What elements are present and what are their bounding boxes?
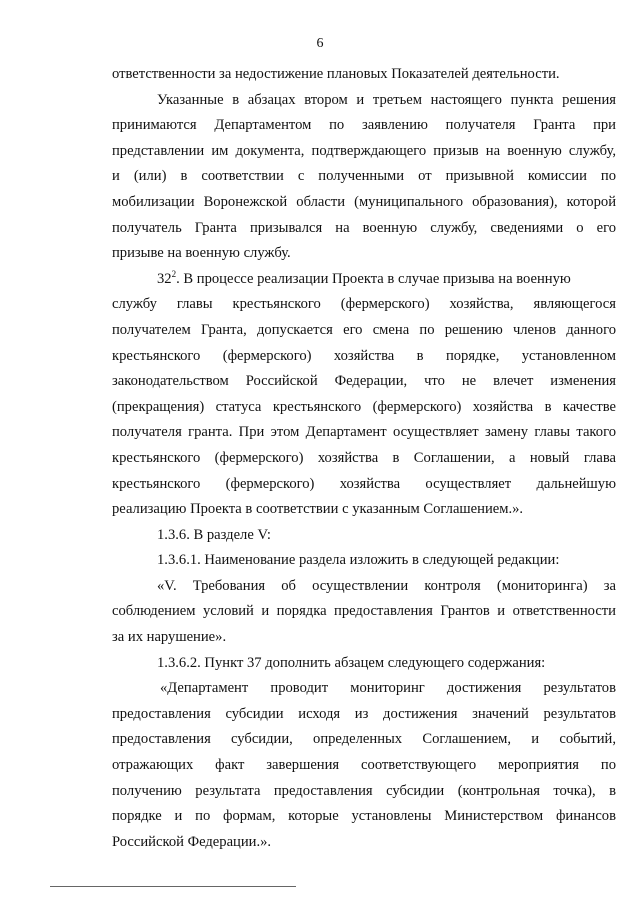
- text-line: «Департамент проводит мониторинг достижения результатов: [160, 680, 616, 697]
- text-line: Указанные в абзацах втором и третьем настоящего пункта решения: [157, 91, 616, 108]
- paragraph-number: 32: [157, 270, 172, 287]
- text-line: за их нарушение».: [112, 629, 227, 646]
- text-line: крестьянского (фермерского) хозяйства осуществляет дальнейшую: [112, 475, 616, 492]
- text-line: призыве на военную службу.: [112, 245, 291, 262]
- text-line: 1.3.6.2. Пункт 37 дополнить абзацем следующего содержания:: [157, 654, 546, 671]
- text-line: 1.3.6.1. Наименование раздела изложить в следующей редакции:: [157, 552, 560, 569]
- text-line: мобилизации Воронежской области (муниципального образования), которой: [112, 193, 616, 210]
- text-line: представлении им документа, подтверждающего призыв на военную службу,: [112, 142, 616, 159]
- text-line: крестьянского (фермерского) хозяйства в Соглашении, а новый глава: [112, 449, 616, 466]
- text-line: ответственности за недостижение плановых Показателей деятельности.: [112, 66, 560, 82]
- text-line: предоставления субсидии, определенных Соглашением, и событий,: [112, 731, 616, 748]
- text-line: «V. Требования об осуществлении контроля (мониторинга) за: [157, 577, 616, 594]
- text-line: получатель Гранта призывался на военную службу, сведениями о его: [112, 219, 616, 236]
- footer-divider: [50, 886, 296, 887]
- text-line: законодательством Российской Федерации, что не влечет изменения: [112, 373, 616, 390]
- document-body: [112, 62, 616, 855]
- text-line: порядке и по формам, которые установлены Министерством финансов: [112, 808, 616, 825]
- text-line: соблюдением условий и порядка предоставления Грантов и ответственности: [112, 603, 616, 620]
- text-line: и (или) в соответствии с полученными от призывной комиссии по: [112, 168, 616, 185]
- page-number: 6: [316, 36, 324, 51]
- text-line: Российской Федерации.».: [112, 833, 272, 850]
- text-line: 1.3.6. В разделе V:: [157, 526, 271, 543]
- text-line: принимаются Департаментом по заявлению получателя Гранта при: [112, 117, 616, 134]
- text-line-content: . В процессе реализации Проекта в случае призыва на военную: [176, 270, 571, 287]
- paragraph-number-superscript: 2: [171, 268, 177, 279]
- text-line: реализацию Проекта в соответствии с указанным Соглашением.».: [112, 501, 524, 518]
- text-line: получателя гранта. При этом Департамент осуществляет замену главы такого: [112, 424, 616, 441]
- text-line: службу главы крестьянского (фермерского) хозяйства, являющегося: [112, 296, 616, 313]
- text-line: получателем Гранта, допускается его смена по решению членов данного: [112, 321, 616, 338]
- text-line: [112, 267, 616, 293]
- text-line: крестьянского (фермерского) хозяйства в порядке, установленном: [112, 347, 616, 364]
- text-line: предоставления субсидии исходя из достижения значений результатов: [112, 705, 616, 722]
- text-line: (прекращения) статуса крестьянского (фермерского) хозяйства в качестве: [112, 398, 616, 415]
- text-line: отражающих факт завершения соответствующего мероприятия по: [112, 757, 616, 774]
- text-line: получению результата предоставления субсидии (контрольная точка), в: [112, 782, 616, 799]
